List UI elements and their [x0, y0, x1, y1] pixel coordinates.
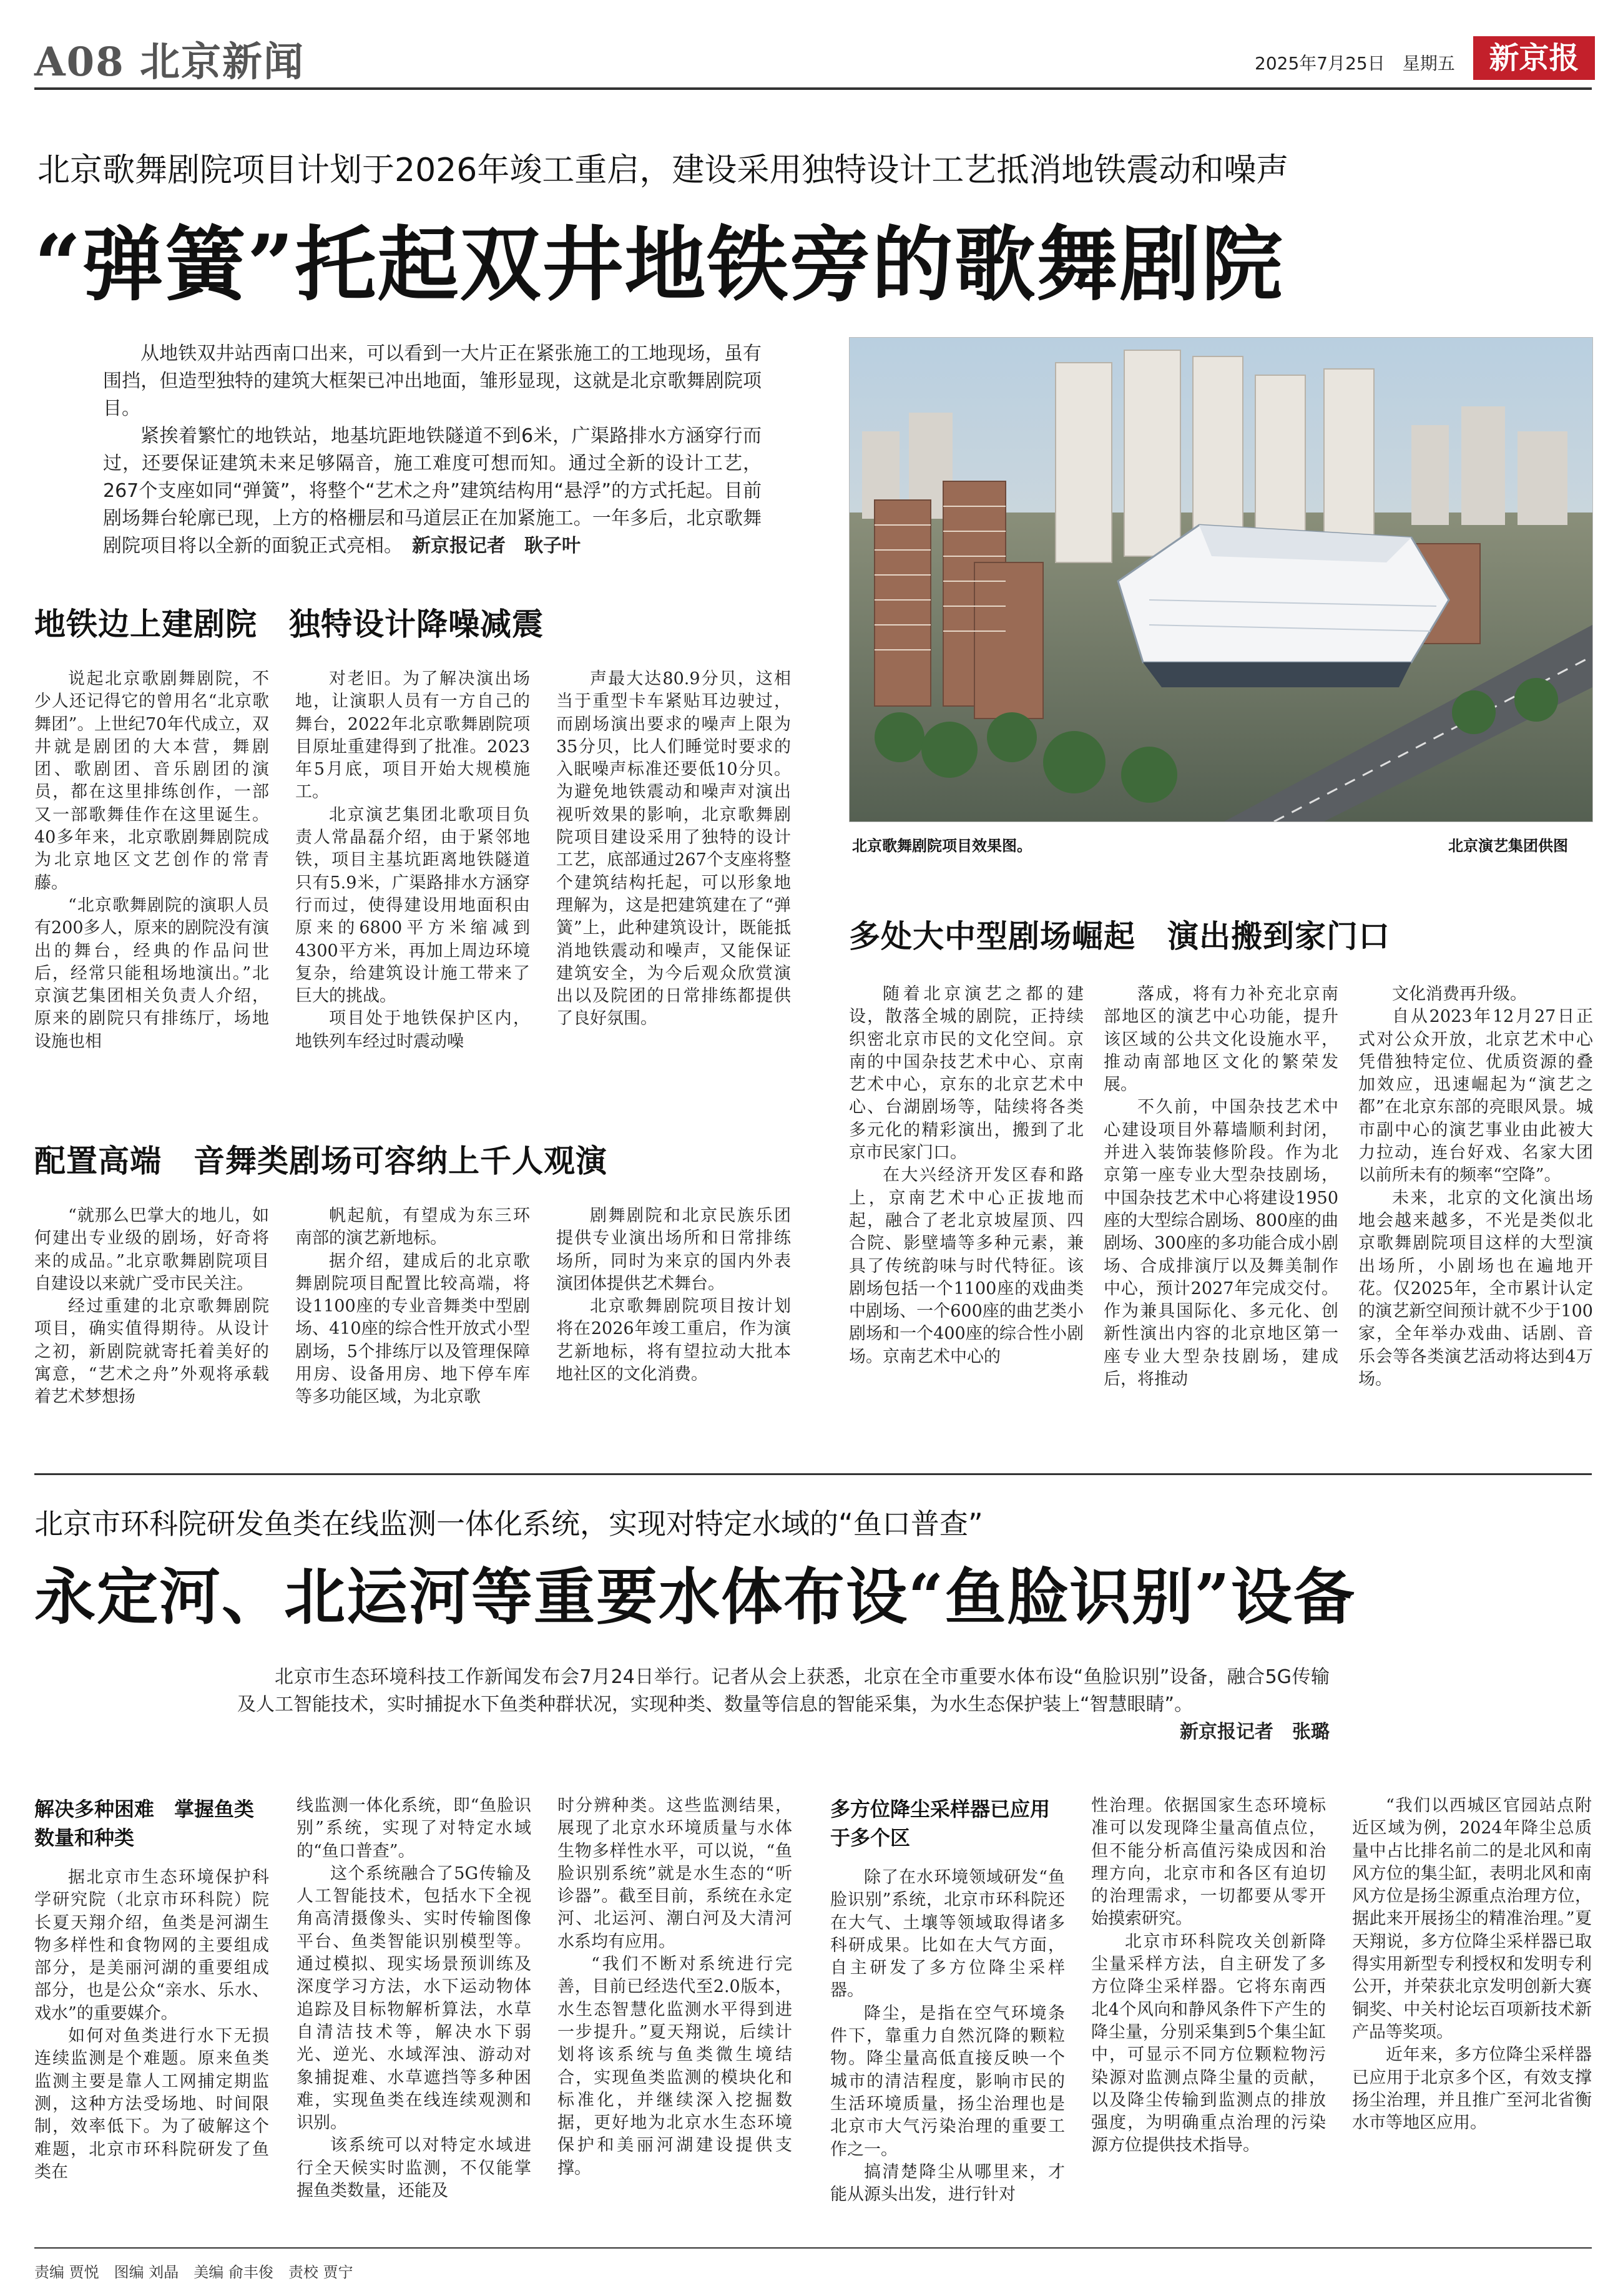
byline: 新京报记者 张璐: [1180, 1721, 1330, 1743]
paragraph: 据介绍，建成后的北京歌舞剧院项目配置比较高端，将设1100座的专业音舞类中型剧场、410座的综合性开放式小型剧场，5个排练厅以及管理保障用房、设备用房、地下停车库等多功能区域，为北京歌: [295, 1251, 530, 1407]
paragraph: 北京演艺集团北歌项目负责人常晶磊介绍，由于紧邻地铁，项目主基坑距离地铁隧道只有5.9米，广渠路排水方涵穿行而过，使得建设用地面积由原来的6800平方米缩减到4300平方米，再加上周边环境复杂，给建筑设计施工带来了巨大的挑战。: [295, 805, 530, 1006]
text-column: [1104, 983, 1338, 1391]
paragraph: 未来，北京的文化演出场地会越来越多，不光是类似北京歌舞剧院项目这样的大型演出场所，小剧场也在遍地开花。仅2025年，全市累计认定的演艺新空间预计就不少于100家，全年举办戏曲、话剧、音乐会等各类演艺活动将达到4万场。: [1358, 1188, 1593, 1390]
issue-date: 2025年7月25日 星期五: [1255, 53, 1455, 74]
paragraph: 帆起航，有望成为东三环南部的演艺新地标。: [295, 1206, 530, 1249]
text-column: [34, 1205, 269, 1409]
subheading: 解决多种困难 掌握鱼类数量和种类: [34, 1797, 255, 1850]
text-column: [1091, 1795, 1326, 2157]
paragraph: 搞清楚降尘从哪里来，才能从源头出发，进行针对: [830, 2162, 1065, 2205]
editor-credits: 责编 贾悦 图编 刘晶 美编 俞丰俊 责校 贾宁: [34, 2264, 353, 2281]
paragraph: 时分辨种类。这些监测结果，展现了北京水环境质量与水体生物多样性水平，可以说，“鱼脸识别系统”就是水生态的“听诊器”。截至目前，系统在永定河、北运河、潮白河及大清河水系均有应用。: [557, 1796, 792, 1951]
article2-lead: [237, 1664, 1330, 1746]
paragraph: 北京市环科院攻关创新降尘量采样方法，自主研发了多方位降尘采样器。它将东南西北4个风向和静风条件下产生的降尘量，分别采集到5个集尘缸中，可显示不同方位颗粒物污染源对监测点降尘量的贡献，以及降尘传输到监测点的排放强度，为明确重点治理的污染源方位提供技术指导。: [1091, 1931, 1326, 2156]
paragraph: 剧舞剧院和北京民族乐团提供专业演出场所和日常排练场所，同时为来京的国内外表演团体提供艺术舞台。: [556, 1206, 791, 1293]
paragraph: 声最大达80.9分贝，这相当于重型卡车紧贴耳边驶过，而剧场演出要求的噪声上限为35分贝，比人们睡觉时要求的入眠噪声标准还要低10分贝。为避免地铁震动和噪声对演出视听效果的影响，北京歌舞剧院项目建设采用了独特的设计工艺，底部通过267个支座将整个建筑结构托起，可以形象地理解为，这是把建筑建在了“弹簧”上，此种建筑设计，既能抵消地铁震动和噪声，又能保证建筑安全，为今后观众欣赏演出以及院团的日常排练都提供了良好氛围。: [556, 669, 791, 1029]
paragraph: “我们不断对系统进行完善，目前已经迭代至2.0版本，水生态智慧化监测水平得到进一步提升。”夏天翔说，后续计划将该系统与鱼类微生境结合，实现鱼类监测的模块化和标准化，并继续深入挖掘数据，更好地为北京水生态环境保护和美丽河湖建设提供支撑。: [557, 1955, 792, 2178]
article1-headline: “弹簧”托起双井地铁旁的歌舞剧院: [34, 217, 1284, 312]
paragraph: 除了在水环境领域研发“鱼脸识别”系统，北京市环科院还在大气、土壤等领域取得诸多科研成果。比如在大气方面，自主研发了多方位降尘采样器。: [830, 1868, 1065, 2001]
article2-headline: 永定河、北运河等重要水体布设“鱼脸识别”设备: [34, 1561, 1356, 1633]
paragraph: 不久前，中国杂技艺术中心建设项目外幕墙顺利封闭，并进入装饰装修阶段。作为北京第一座专业大型杂技剧场，中国杂技艺术中心将建设1950座的大型综合剧场、800座的曲剧场、300座的多功能合成小剧场、合成排演厅以及舞美制作中心，预计2027年完成交付。作为兼具国际化、多元化、创新性演出内容的北京地区第一座专业大型杂技剧场，建成后，将推动: [1104, 1097, 1338, 1390]
paragraph: 自从2023年12月27日正式对公众开放，北京艺术中心凭借独特定位、优质资源的叠加效应，迅速崛起为“演艺之都”在北京东部的亮眼风景。城市副中心的演艺事业由此被大力拉动，连台好戏、名家大团以前所未有的频率“空降”。: [1358, 1007, 1593, 1185]
paragraph: 这个系统融合了5G传输及人工智能技术，包括水下全视角高清摄像头、实时传输图像平台、鱼类智能识别模型等。通过模拟、现实场景预训练及深度学习方法，水下运动物体追踪及目标物解析算法，水草自清洁技术等，解决水下弱光、逆光、水域浑浊、游动对象捕捉难、水草遮挡等多种困难，实现鱼类在线连续观测和识别。: [297, 1863, 531, 2133]
paragraph: 项目处于地铁保护区内，地铁列车经过时震动噪: [295, 1009, 530, 1051]
masthead-rule: [34, 87, 1592, 90]
byline: 新京报记者 耿子叶: [412, 535, 581, 557]
subheading: 多处大中型剧场崛起 演出搬到家门口: [849, 918, 1390, 954]
paragraph: 对老旧。为了解决演出场地，让演职人员有一方自己的舞台，2022年北京歌舞剧院项目原址重建得到了批准。2023年5月底，项目开始大规模施工。: [295, 669, 530, 802]
article2-deck: 北京市环科院研发鱼类在线监测一体化系统，实现对特定水域的“鱼口普查”: [34, 1507, 983, 1541]
paragraph: “就那么巴掌大的地儿，如何建出专业级的剧场，好奇将来的成品。”北京歌舞剧院项目自建设以来就广受市民关注。: [34, 1206, 269, 1293]
text-column: [34, 668, 269, 1053]
text-column: [556, 1205, 791, 1386]
subheading: 多方位降尘采样器已应用于多个区: [830, 1797, 1051, 1850]
paragraph: 线监测一体化系统，即“鱼脸识别”系统，实现了对特定水域的“鱼口普查”。: [297, 1796, 531, 1861]
paragraph: 随着北京演艺之都的建设，散落全城的剧院，正持续织密北京市民的文化空间。京南的中国杂技艺术中心、京南艺术中心，京东的北京艺术中心、台湖剧场等，陆续将各类多元化的精彩演出，搬到了北京市民家门口。: [849, 984, 1084, 1163]
lead-paragraph: 北京市生态环境科技工作新闻发布会7月24日举行。记者从会上获悉，北京在全市重要水体布设“鱼脸识别”设备，融合5G传输及人工智能技术，实时捕捉水下鱼类种群状况，实现种类、数量等信息的智能采集，为水生态保护装上“智慧眼睛”。: [237, 1666, 1330, 1715]
paragraph: 该系统可以对特定水域进行全天候实时监测，不仅能掌握鱼类数量，还能及: [297, 2136, 531, 2201]
article1-lead: [103, 340, 762, 560]
text-column: [297, 1795, 531, 2202]
paragraph: 近年来，多方位降尘采样器已应用于北京多个区，有效支撑扬尘治理，并且推广至河北省衡水市等地区应用。: [1352, 2045, 1592, 2133]
paragraph: 文化消费再升级。: [1392, 984, 1527, 1004]
text-column: [34, 1867, 269, 2184]
text-column: [295, 1205, 530, 1409]
paragraph: 北京歌舞剧院项目按计划将在2026年竣工重启，作为演艺新地标，将有望拉动大批本地社区的文化消费。: [556, 1297, 791, 1385]
text-column: [849, 983, 1084, 1368]
footer-rule: [34, 2247, 1592, 2249]
paragraph: 经过重建的北京歌舞剧院项目，确实值得期待。从设计之初，新剧院就寄托着美好的寓意，“艺术之舟”外观将承载着艺术梦想扬: [34, 1297, 269, 1407]
newspaper-logo: 新京报: [1473, 36, 1595, 80]
paragraph: “北京歌舞剧院的演职人员有200多人，原来的剧院没有演出的舞台，经典的作品问世后，经常只能租场地演出。”北京演艺集团相关负责人介绍，原来的剧院只有排练厅，场地设施也相: [34, 895, 269, 1051]
paragraph: 据北京市生态环境保护科学研究院（北京市环科院）院长夏天翔介绍，鱼类是河湖生物多样性和食物网的主要组成部分，是美丽河湖的重要组成部分，也是公众“亲水、乐水、戏水”的重要媒介。: [34, 1868, 269, 2023]
text-column: [830, 1867, 1065, 2206]
text-column: [1358, 983, 1593, 1391]
photo-caption: 北京歌舞剧院项目效果图。: [852, 837, 1032, 855]
text-column: [557, 1795, 792, 2180]
photo-credit: 北京演艺集团供图: [1448, 837, 1568, 855]
section-divider: [34, 1473, 1592, 1475]
paragraph: 在大兴经济开发区春和路上，京南艺术中心正拔地而起，融合了老北京坡屋顶、四合院、影壁墙等多种元素，兼具了传统韵味与时代特征。该剧场包括一个1100座的戏曲类中剧场、一个600座的曲艺类小剧场和一个400座的综合性小剧场。京南艺术中心的: [849, 1165, 1084, 1366]
text-column: [556, 668, 791, 1031]
section-label: A08 北京新闻: [34, 39, 305, 86]
text-column: [295, 668, 530, 1053]
paragraph: 如何对鱼类进行水下无损连续监测是个难题。原来鱼类监测主要是靠人工网捕定期监测，这种方法受场地、时间限制，效率低下。为了破解这个难题，北京市环科院研发了鱼类在: [34, 2026, 269, 2182]
paragraph: 降尘，是指在空气环境条件下，靠重力自然沉降的颗粒物。降尘量高低直接反映一个城市的清洁程度，影响市民的生活环境质量，扬尘治理也是北京市大气污染治理的重要工作之一。: [830, 2003, 1065, 2159]
subheading: 地铁边上建剧院 独特设计降噪减震: [34, 606, 544, 642]
lead-paragraph: 从地铁双井站西南口出来，可以看到一大片正在紧张施工的工地现场，虽有围挡，但造型独特的建筑大框架已冲出地面，雏形显现，这就是北京歌舞剧院项目。: [103, 343, 762, 419]
subheading: 配置高端 音舞类剧场可容纳上千人观演: [34, 1142, 607, 1179]
text-column: [1352, 1795, 1592, 2134]
paragraph: 落成，将有力补充北京南部地区的演艺中心功能，提升该区域的公共文化设施水平，推动南部地区文化的繁荣发展。: [1104, 984, 1338, 1095]
article1-deck: 北京歌舞剧院项目计划于2026年竣工重启，建设采用独特设计工艺抵消地铁震动和噪声: [37, 152, 1289, 189]
lead-paragraph: 紧挨着繁忙的地铁站，地基坑距地铁隧道不到6米，广渠路排水方涵穿行而过，还要保证建筑未来足够隔音，施工难度可想而知。通过全新的设计工艺，267个支座如同“弹簧”，将整个“艺术之舟”建筑结构用“悬浮”的方式托起。目前剧场舞台轮廓已现，上方的格栅层和马道层正在加紧施工。一年多后，北京歌舞剧院项目将以全新的面貌正式亮相。 新京报记者 耿子叶: [103, 425, 762, 557]
paragraph: “我们以西城区官园站点附近区域为例，2024年降尘总质量中占比排名前二的是北风和南风方位的集尘缸，表明北风和南风方位是扬尘源重点治理方位，据此来开展扬尘的精准治理。”夏天翔说，多方位降尘采样器已取得实用新型专利授权和发明专利公开，并荣获北京发明创新大赛铜奖、中关村论坛百项新技术新产品等奖项。: [1352, 1796, 1592, 2042]
theater-rendering-image: [849, 337, 1593, 822]
paragraph: 性治理。依据国家生态环境标准可以发现降尘量高值点位，但不能分析高值污染成因和治理方向，北京市和各区有迫切的治理需求，一切都要从零开始摸索研究。: [1091, 1796, 1326, 1929]
paragraph: 说起北京歌剧舞剧院，不少人还记得它的曾用名“北京歌舞团”。上世纪70年代成立，双井就是剧团的大本营，舞剧团、歌剧团、音乐剧团的演员，都在这里排练创作，一部又一部歌舞佳作在这里诞生。40多年来，北京歌剧舞剧院成为北京地区文艺创作的常青藤。: [34, 669, 269, 893]
